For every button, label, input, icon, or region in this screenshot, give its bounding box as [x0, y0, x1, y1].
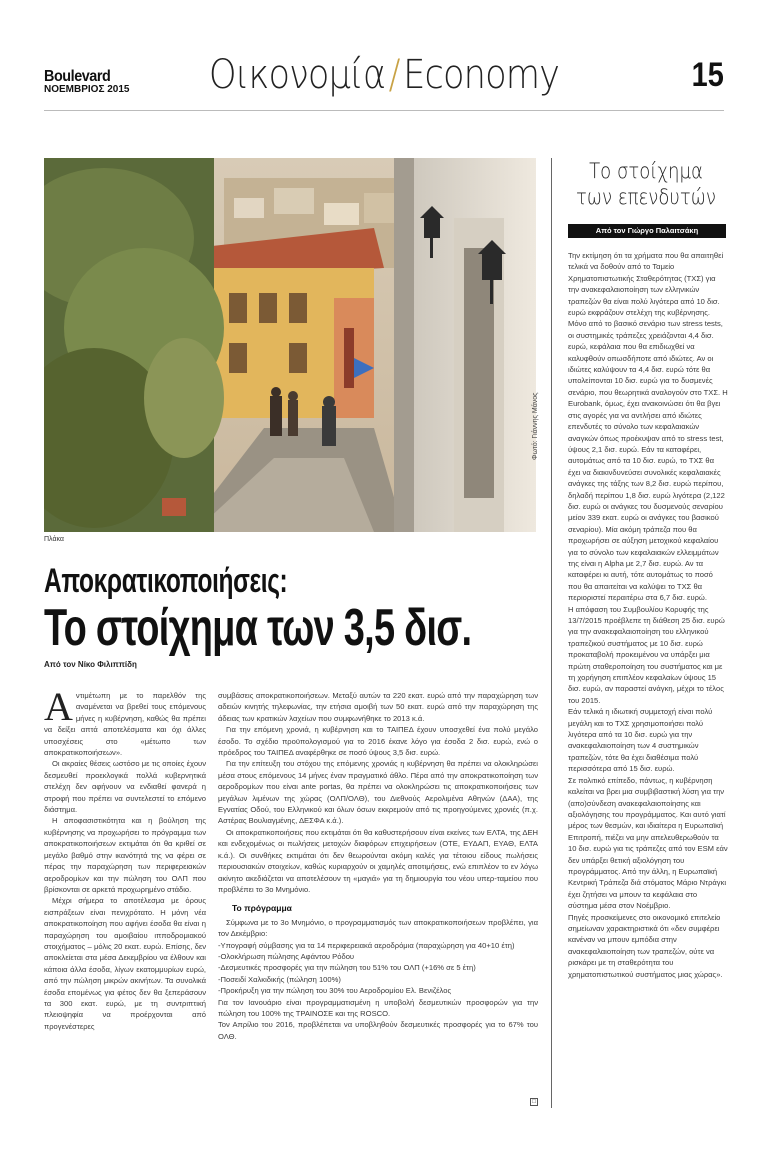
sidebar-title-line: Το στοίχημα — [589, 159, 703, 183]
article-paragraph: Οι ακραίες θέσεις ωστόσο με τις οποίες έχουν δεσμευθεί προεκλογικά πολλά κυβερνητικά στελέχη δεν αφήνουν να ενδιαθεί φανερά η στροφή που πρέπει να συντελεστεί το επόμενο διάστημα. — [44, 759, 206, 815]
section-title-english: Economy — [403, 52, 560, 98]
sidebar-paragraph: Την εκτίμηση ότι τα χρήματα που θα απαιτηθεί τελικά να δοθούν από το Ταμείο Χρηματοπιστωτικής Σταθερότητας (ΤΧΣ) για την ανακεφαλαιοποίηση των ελληνικών τραπεζών θα είναι πολύ λιγότερα από 10 δισ. ευρώ εκφράζουν στελέχη της κυβέρνησης. Μόνο από το βασικό σενάριο των stress tests, οι συστημικές τράπεζες χρειάζονται 4,4 δισ. ευρώ, κεφάλαια που θα επιδιωχθεί να καλυφθούν οπωσδήποτε από ιδιώτες. Αν οι ιδιώτες καλύψουν τα 4,4 δισ. ευρώ τότε θα υπολείπονται 10 δισ. ευρώ για το δυσμενές σενάριο, που θεωρητικά αναλογούν στο ΤΧΣ. Η Eurobank, όμως, έχει ανακοινώσει ότι θα βγει στις αγορές για να αντλήσει από ιδιώτες επενδυτές το σύνολο των κεφαλαιακών αναγκών όπως προέκυψαν από το stress test, ύψους 2,1 δισ. ευρώ. Εάν τα καταφέρει, αυτομάτως από τα 10 δισ. ευρώ, το ΤΧΣ θα έχει να διακινδυνεύσει συνολικές κεφαλαιακές ανάγκες της τάξης των 8,2 δισ. ευρώ περίπου, δηλαδή περίπου 1,8 δισ. ευρώ λιγότερα (2,122 δισ. ευρώ οι ανάγκες του δυσμενούς σεναρίου μείον 339 εκατ. ευρώ οι ανάγκες του βασικού σεναρίου). Μία ακόμη τράπεζα που θα προχωρήσει σε αύξηση μετοχικού κεφαλαίου για το σύνολο των κεφαλαιακών ελλειμμάτων της είναι η Alpha με 2,7 δισ. ευρώ. Αν τα καταφέρει κι αυτή, τότε αυτομάτως το ποσό που θα απαιτείται να καλύψει το ΤΧΣ θα περιοριστεί περαιτέρω στα 6,7 δισ. ευρώ. — [568, 251, 728, 603]
sidebar-title — [574, 158, 718, 210]
page-number: 15 — [691, 56, 724, 94]
photo-credit: Φωτό: Γιάννης Μάνος — [532, 392, 539, 460]
article-column-2 — [218, 690, 538, 1042]
drop-cap: Α — [44, 684, 73, 729]
end-of-article-icon: ☐ — [531, 1099, 537, 1105]
headline-main: Το στοίχημα των 3,5 δισ. — [44, 599, 472, 657]
sidebar-paragraph: Πηγές προσκείμενες στο οικονομικό επιτελείο σημείωναν χαρακτηριστικά ότι «δεν συμφέρει κανέναν να μπουν εμπόδια στην ανακεφαλαιοποίηση των τραπεζών, ούτε να ρισκάρει με τη σταθερότητα του χρηματοπιστωτικού συστήματος μιας χώρας». — [568, 912, 723, 979]
page-header — [44, 52, 724, 112]
issue-date: ΝΟΕΜΒΡΙΟΣ 2015 — [44, 84, 130, 95]
program-item: -Ολοκλήρωση πώλησης Αφάντου Ρόδου — [218, 951, 355, 961]
article-paragraph: Για την επίτευξη του στόχου της επόμενης χρονιάς η κυβέρνηση θα πρέπει να ολοκληρώσει μέσα στους επόμενους 14 μήνες έναν πραγματικό άθλο. Πέρα από την αποκρατικοποίηση των αεροδρομίων που είναι ante portas, θα πρέπει να ολοκληρώσει τις αποκρατικοποιήσεις των μεγάλων λιμένων της χώρας (ΟΛΠ/ΟΛΘ), του Διεθνούς Αερολιμένα Αθηνών (ΔΑΑ), της Εγνατίας Οδού, του Ελληνικού και όλων όσων εκκρεμούν από τις προηγούμενες χρονιές (π.χ. Αστέρας Βουλιαγμένης, ΔΕΣΦΑ κ.ά.). — [218, 759, 538, 826]
header-divider — [44, 110, 724, 111]
article-paragraph: Οι αποκρατικοποιήσεις που εκτιμάται ότι θα καθυστερήσουν είναι εκείνες των ΕΛΤΑ, της ΔΕΗ και ενδεχομένως οι πωλήσεις μετοχών διαφόρων επιχειρήσεων (ΟΤΕ, ΕΥΔΑΠ, ΕΥΑΘ, ΕΛΤΑ κ.ά.). Οι συνθήκες εκτιμάται ότι δεν θεωρούνται ακόμη καλές για τέτοιου είδους πωλήσεις περιουσιακών στοιχείων, καθώς κυριαρχούν οι χαμηλές αποτιμήσεις, ενώ επιπλέον το εν λόγω ακίνητο ακεδιάζεται να αποτελέσουν τη «μαγιά» για τη δημιουργία του νέου υπερ-ταμείου που προβλέπει το 3ο Μνημόνιο. — [218, 827, 538, 894]
article-column-1 — [44, 684, 206, 1032]
program-item: -Δεσμευτικές προσφορές για την πώληση του 51% του ΟΛΠ (+16% σε 5 έτη) — [218, 963, 476, 973]
article-paragraph: Για την επόμενη χρονιά, η κυβέρνηση και το ΤΑΙΠΕΔ έχουν υποσχεθεί ένα πολύ μεγάλο έσοδο. Το σχέδιο προϋπολογισμού για το 2016 έκανε λόγο για έσοδα 2 δισ. ευρώ, ενώ ο πρόεδρος του ΤΑΙΠΕΔ αναφέρθηκε σε ποσό ύψους 3,5 δισ. ευρώ. — [218, 725, 538, 758]
article-paragraph: Αντιμέτωπη με το παρελθόν της αναμένεται να βρεθεί τους επόμενους μήνες η κυβέρνηση, καθώς θα πρέπει να δείξει απτά αποτελέσματα και όχι άλλες υποσχέσεις στο «μέτωπο των αποκρατικοποιήσεων». — [44, 684, 206, 758]
article-paragraph: Μέχρι σήμερα το αποτέλεσμα με όρους εισπράξεων είναι πενιχρότατο. Η μόνη νέα αποκρατικοποίηση που αφήνει έσοδα θα είναι η παραχώρηση του αμοιβαίου ιπποδρομιακού στοιχήματος – μόλις 20 εκατ. ευρώ. Επίσης, δεν αποκλείεται στα μέσα Δεκεμβρίου να έλθουν και κάποια άλλα έσοδα, λίγων εκατομμυρίων ευρώ, από την πώληση μικρών ακινήτων. Τα συνολικά έσοδα επομένως για φέτος δεν θα ξεπεράσουν τα 300 εκατ. ευρώ, με τη συντριπτική πλειοψηφία να προέρχονται από προγενέστερες — [44, 896, 206, 1031]
article-byline: Από τον Νίκο Φιλιππίδη — [44, 660, 137, 669]
section-title — [85, 52, 683, 98]
sidebar-byline: Από τον Γιώργο Παλαιτσάκη — [568, 224, 726, 238]
section-slash: / — [388, 52, 400, 98]
section-title-greek: Οικονομία — [208, 52, 386, 98]
article-subheading: Το πρόγραμμα — [232, 903, 292, 914]
program-item: Τον Απρίλιο του 2016, προβλέπεται να υποβληθούν δεσμευτικές προσφορές για το 67% του ΟΛΘ. — [218, 1020, 538, 1041]
sidebar-column — [568, 250, 728, 980]
program-item: -Ποσειδί Χαλκιδικής (πώληση 100%) — [218, 974, 341, 984]
sidebar-paragraph: Εάν τελικά η ιδιωτική συμμετοχή είναι πολύ μεγάλη και το ΤΧΣ χρησιμοποιήσει πολύ λιγότερα από τα 10 δισ. ευρώ για την ανακεφαλαιοποίηση των 4 συστημικών τραπεζών, τότε θα έχει διαθέσιμα πολύ περισσότερα από 15 δισ. ευρώ. — [568, 707, 713, 774]
sidebar-title-line: των επενδυτών — [576, 185, 716, 209]
sidebar-paragraph: Η απόφαση του Συμβουλίου Κορυφής της 13/7/2015 προέβλεπε τη διάθεση 25 δισ. ευρώ για την ανακεφαλαιοποίηση του ελληνικού τραπεζικού συστήματος με 10 δισ. ευρώ προκαταβολή προκειμένου να υπάρξει μια πρώτη σταθεροποίηση του συστήματος και με τη χορήγηση επιπλέον κεφαλαίων ύψους 15 δισ. ευρώ, αν παραστεί ανάγκη, μέχρι το τέλος του 2015. — [568, 604, 725, 705]
headline-kicker: Αποκρατικοποιήσεις: — [44, 562, 288, 600]
sidebar-paragraph: Σε πολιτικό επίπεδο, πάντως, η κυβέρνηση καλείται να βρει μια συμβιβαστική λύση για την (απο)σύνδεση ανακεφαλαιοποίησης και αξιολόγησης του προγράμματος. Και αυτό γιατί μέρος των θεσμών, και ιδιαίτερα η Ευρωπαϊκή Επιτροπή, πιέζει να μην απελευθερωθούν τα 10 δισ. ευρώ για τις τράπεζες από τον ESM εάν δεν υπάρξει θετική αξιολόγηση του προγράμματος. Από την άλλη, η Ευρωπαϊκή Κεντρική Τράπεζα διά στόματος Μάριο Ντράγκι έχει ζητήσει να μπουν τα κεφάλαια στο σύστημα μέσα στον Νοέμβριο. — [568, 775, 728, 911]
brand-name: Boulevard — [44, 68, 111, 85]
photo-caption: Πλάκα — [44, 536, 64, 543]
program-item: -Υπογραφή σύμβασης για τα 14 περιφερειακά αεροδρόμια (παραχώρηση για 40+10 έτη) — [218, 940, 515, 950]
article-paragraph: Η αποφασιστικότητα και η βούληση της κυβέρνησης να προχωρήσει το πρόγραμμα των αποκρατικοποιήσεων εκτιμάται ότι θα κριθεί σε μεγάλο βαθμό στην ικανότητά της να φέρει σε πέρας την παραχώρηση των περιφερειακών αεροδρομίων και την πώληση του ΟΛΠ που βρίσκονται σε αρκετά προχωρημένο στάδιο. — [44, 816, 206, 894]
program-intro: Σύμφωνα με το 3ο Μνημόνιο, ο προγραμματισμός των αποκρατικοποιήσεων προβλέπει, για τον Δεκέμβριο: — [218, 917, 538, 939]
column-divider — [551, 158, 552, 1108]
program-item: -Προκήρυξη για την πώληση του 30% του Αεροδρομίου Ελ. Βενιζέλος — [218, 986, 452, 996]
program-item: Για τον Ιανουάριο είναι προγραμματισμένη η υποβολή δεσμευτικών προσφορών για την πώληση του 100% της ΤΡΑΙΝΟΣΕ και της ROSCO. — [218, 997, 538, 1018]
plaka-street-photo — [44, 158, 536, 532]
article-paragraph: συμβάσεις αποκρατικοποιήσεων. Μεταξύ αυτών τα 220 εκατ. ευρώ από την παραχώρηση των αδειών κινητής τηλεφωνίας, την ετήσια αμοιβή των 50 εκατ. ευρώ από την παραχώρηση της άδειας των κρατικών λαχείων που συμφωνήθηκε το 2013 κ.ά. — [218, 691, 538, 723]
article-photo — [44, 158, 536, 532]
